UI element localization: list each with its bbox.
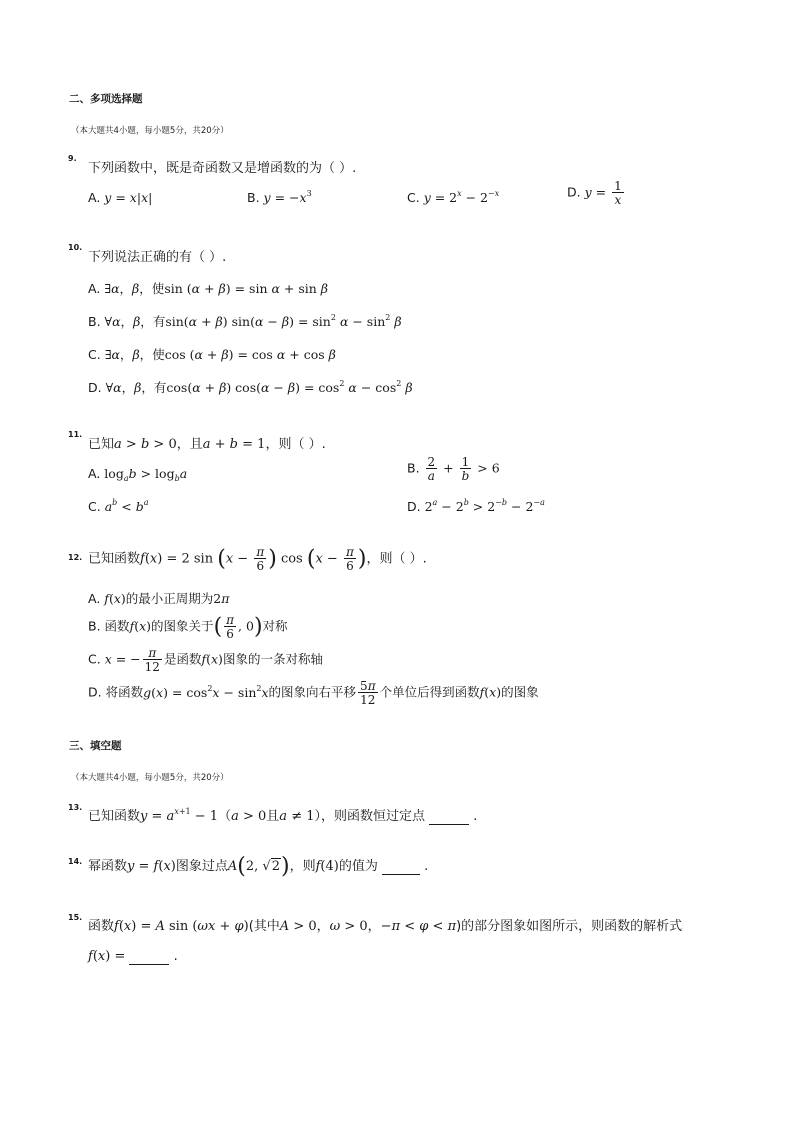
formula: cos (276, 551, 307, 567)
formula: β (132, 347, 140, 362)
option-label: D. (88, 380, 102, 395)
fraction: $\frac{\pi}{6}$ (345, 545, 354, 573)
question-15-stem (88, 915, 682, 934)
fraction: $\frac{1}{x}$ (614, 179, 622, 207)
formula: , 0 (238, 618, 254, 634)
formula: | (136, 190, 142, 205)
text: 函数 (104, 618, 130, 634)
formula: x (299, 190, 307, 205)
question-number-13: 13. (68, 803, 83, 812)
question-13-stem (88, 805, 477, 825)
section-note-multiple-choice: （本大题共4小题，每小题5分，共20分） (71, 126, 229, 136)
text: 使 (151, 281, 165, 296)
question-12-option-c[interactable] (88, 647, 323, 673)
text: ， (139, 281, 152, 296)
question-number-14: 14. (68, 857, 83, 866)
text: ， (139, 347, 153, 362)
option-label: B. (88, 314, 101, 329)
fraction: $\frac{\pi}{6}$ (256, 545, 265, 573)
question-10-stem: 下列说法正确的有（ ）. (88, 250, 227, 265)
formula: β (132, 281, 140, 296)
question-number-10: 10. (68, 243, 83, 252)
option-label: C. (88, 651, 101, 667)
formula: ( (217, 546, 226, 572)
text: ， (121, 380, 135, 395)
question-number-11: 11. (68, 430, 83, 439)
question-number-12: 12. (68, 553, 83, 562)
formula: x = − (104, 651, 141, 667)
formula: β (134, 380, 142, 395)
formula: = 2 (430, 190, 458, 205)
formula: = (591, 184, 611, 200)
formula: x (141, 190, 149, 205)
question-10-option-d[interactable] (88, 378, 413, 396)
formula: A (227, 859, 238, 874)
text: 有 (153, 380, 167, 395)
exists-symbol: ∃ (104, 347, 112, 362)
option-label: B. (247, 190, 260, 205)
text: （ (218, 809, 232, 824)
formula: 2π (213, 591, 230, 606)
question-10-option-b[interactable] (88, 312, 402, 330)
formula: f(x) (104, 591, 126, 606)
text: 函数 (88, 919, 115, 934)
formula: 2, √2 (245, 859, 280, 874)
option-label: A. (88, 190, 101, 205)
formula: ( (237, 854, 246, 879)
question-15-answer-line (88, 949, 178, 965)
question-12-option-d[interactable] (88, 680, 539, 706)
text: 的最小正周期为 (125, 591, 214, 606)
formula: − 2 (461, 190, 489, 205)
formula: > 6 (473, 460, 500, 476)
formula: $y = a^{x+1} - 1$ (140, 807, 219, 824)
formula: f(x) = (88, 949, 130, 964)
option-label: D. (407, 499, 421, 514)
formula: a ≠ 1 (279, 809, 315, 824)
answer-blank[interactable] (129, 949, 169, 965)
text: ，则 (289, 859, 316, 874)
section-note-fill-in: （本大题共4小题，每小题5分，共20分） (71, 773, 229, 783)
fraction: $\frac{\pi}{12}$ (144, 646, 160, 674)
formula: ) (268, 546, 277, 572)
formula: x − (315, 551, 342, 567)
formula: y (263, 190, 271, 205)
option-label: A. (88, 591, 101, 606)
option-label: C. (88, 347, 101, 362)
formula: α (113, 380, 122, 395)
formula: f(x) = 2 sin (140, 551, 218, 567)
fraction: $\frac{1}{b}$ (461, 455, 470, 483)
text: 图象的一条对称轴 (222, 651, 323, 667)
text: . (473, 809, 478, 824)
text: 的图象关于 (151, 618, 214, 634)
question-11-option-a[interactable] (88, 466, 187, 481)
fraction: $\frac{\pi}{6}$ (226, 613, 235, 641)
formula: y (423, 190, 431, 205)
formula: + (439, 460, 458, 476)
question-12-option-a[interactable] (88, 589, 229, 607)
exists-symbol: ∃ (104, 281, 112, 296)
text: 有 (152, 314, 166, 329)
answer-blank[interactable] (429, 809, 469, 825)
text: 将函数 (105, 684, 144, 700)
question-9-stem: 下列函数中，既是奇函数又是增函数的为（ ）. (88, 161, 357, 176)
question-11-option-c[interactable] (88, 499, 148, 514)
formula: f(x) = A sin (ωx + φ) (114, 919, 249, 934)
formula: f(x) (201, 651, 223, 667)
formula: cos(α + β) $\cos(\alpha - \beta) = \cos^2 \alpha - \cos^2 \beta$ (166, 379, 413, 395)
formula: ) (253, 614, 263, 640)
text: . (173, 949, 178, 964)
formula: y = f(x) (127, 859, 176, 874)
question-12-stem (88, 546, 427, 572)
formula: ( (213, 614, 223, 640)
text: 幂函数 (88, 859, 128, 874)
formula: 3 (306, 189, 312, 198)
formula: β (133, 314, 141, 329)
text: (其中 (248, 919, 280, 934)
question-9-option-d[interactable] (567, 180, 626, 206)
formula: α (111, 281, 120, 296)
text: 个单位后得到函数 (379, 684, 480, 700)
question-10-option-c[interactable] (88, 345, 336, 363)
formula: A > 0，ω > 0，−π < φ < π (279, 919, 457, 934)
text: 使 (152, 347, 165, 362)
option-label: D. (88, 684, 102, 700)
formula: y (584, 184, 592, 200)
formula: sin (α + β) = sin α + sin β (164, 281, 329, 296)
formula: $2^a - 2^b > 2^{-b} - 2^{-a}$ (424, 498, 545, 514)
formula: α (112, 314, 121, 329)
text: ，则（ ）. (265, 437, 326, 452)
fraction: $\frac{5\pi}{12}$ (360, 679, 376, 707)
formula: = (111, 190, 130, 205)
text: 且 (266, 809, 280, 824)
text: ， (120, 314, 134, 329)
section-title-fill-in: 三、填空题 (69, 740, 122, 752)
formula: ) (280, 854, 290, 879)
answer-blank[interactable] (382, 859, 420, 875)
text: 图象过点 (175, 859, 228, 874)
formula: ) (357, 546, 367, 572)
text: ， (141, 380, 154, 395)
text: ， (140, 314, 153, 329)
option-label: B. (88, 618, 101, 634)
forall-symbol: ∀ (104, 314, 113, 329)
formula: f(4) (315, 859, 339, 874)
text: ），则函数恒过定点 (314, 809, 426, 824)
option-label: C. (407, 190, 420, 205)
text: 对称 (262, 618, 288, 634)
text: 的图象 (501, 684, 539, 700)
question-11-option-b[interactable] (407, 456, 500, 482)
formula: α (111, 347, 120, 362)
question-9-option-a[interactable] (88, 190, 152, 205)
question-9-option-b[interactable] (247, 190, 312, 205)
question-14-stem (88, 854, 428, 879)
formula: = − (270, 190, 300, 205)
text: )的部分图象如图所示，则函数的解析式 (456, 919, 683, 934)
formula: sin(α + β) $\sin(\alpha - \beta) = \sin^2 \alpha - \sin^2 \beta$ (165, 313, 402, 329)
formula: cos (α + β) = cos α + cos β (164, 347, 336, 362)
formula: a + b = 1 (202, 437, 266, 452)
text: ， (119, 281, 133, 296)
option-label: A. (88, 281, 101, 296)
formula: $a^b < b^a$ (104, 498, 149, 514)
text: ，则（ ）. (366, 551, 427, 567)
forall-symbol: ∀ (105, 380, 114, 395)
question-11-stem (88, 433, 326, 452)
formula: $\log_ab > \log_ba$ (104, 466, 188, 483)
formula: | (148, 190, 153, 205)
formula: y (104, 190, 112, 205)
formula: x (129, 190, 137, 205)
option-label: A. (88, 466, 101, 481)
question-number-15: 15. (68, 913, 83, 922)
text: 的值为 (338, 859, 378, 874)
formula: a > 0 (231, 809, 267, 824)
question-number-9: 9. (68, 154, 77, 163)
option-label: B. (407, 460, 420, 476)
option-label: C. (88, 499, 101, 514)
fraction: $\frac{2}{a}$ (427, 455, 436, 483)
formula: x (457, 189, 462, 198)
question-10-option-a[interactable] (88, 279, 328, 297)
question-11-option-d[interactable] (407, 499, 545, 514)
formula: ( (306, 546, 316, 572)
formula: −x (488, 189, 500, 198)
text: 的图象向右平移 (268, 684, 357, 700)
formula: $g(x) = \cos^2x - \sin^2x$ (143, 683, 269, 700)
option-label: D. (567, 184, 581, 200)
text: . (424, 859, 429, 874)
text: 是函数 (163, 651, 202, 667)
text: 已知 (88, 437, 115, 452)
formula: f(x) (129, 618, 152, 634)
formula: f(x) (479, 684, 502, 700)
formula: a > b > 0 (114, 437, 177, 452)
text: 已知函数 (88, 551, 141, 567)
text: ， (119, 347, 133, 362)
question-12-option-b[interactable] (88, 614, 288, 640)
section-title-multiple-choice: 二、多项选择题 (69, 93, 143, 105)
text: 已知函数 (88, 809, 141, 824)
formula: x − (225, 551, 253, 567)
text: ，且 (176, 437, 203, 452)
question-9-option-c[interactable] (407, 190, 499, 205)
